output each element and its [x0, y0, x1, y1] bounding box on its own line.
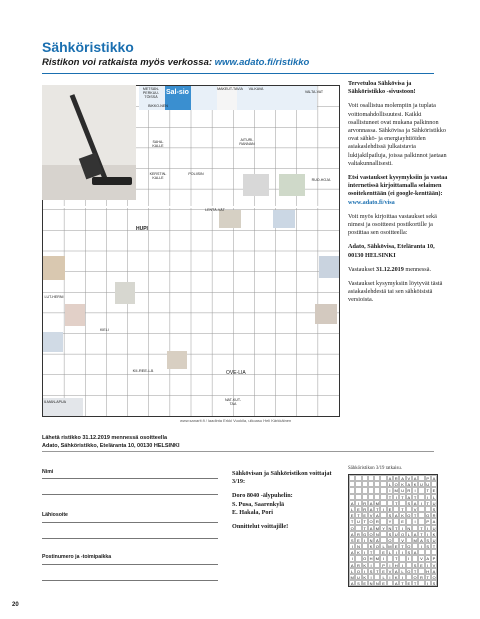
solution-cell: M [350, 575, 354, 580]
solution-grid [348, 474, 438, 587]
solution-cell: N [375, 581, 379, 587]
picture-cell [273, 210, 295, 228]
solution-cell: E [401, 519, 404, 525]
solution-cell: I [380, 506, 386, 512]
solution-cell: H [369, 556, 373, 562]
clue-text: KERSTIN-KALLE [149, 172, 167, 181]
solution-cell: T [420, 525, 423, 531]
picture-cell [115, 282, 135, 304]
solution-cell: R [407, 488, 411, 494]
solution-cell: L [387, 481, 393, 487]
solution-cell: T [395, 525, 398, 531]
solution-cell: U [419, 482, 423, 488]
solution-cell: I [349, 555, 355, 561]
solution-cell: I [399, 574, 405, 580]
solution-cell: A [432, 519, 436, 525]
picture-cell [319, 256, 339, 278]
solution-cell: A [432, 476, 436, 481]
solution-cell: A [350, 562, 354, 568]
solution-cell: R [363, 500, 367, 506]
solution-cell: O [369, 519, 373, 525]
solution-cell: A [413, 531, 417, 537]
address-field-line-2[interactable] [42, 538, 218, 539]
postal-address: Adato, Sähkövisa, Eteläranta 10, 00130 HELSINKI [348, 243, 435, 259]
solution-cell: I [349, 543, 355, 549]
solution-cell: U [432, 500, 436, 506]
subtitle-lead: Ristikon voi ratkaista myös verkossa: [42, 57, 215, 68]
solution-cell: V [420, 556, 423, 562]
solution-cell: A [350, 581, 354, 587]
solution-cell: S [432, 581, 436, 587]
solution-cell: T [413, 568, 417, 574]
solution-cell: O [407, 568, 411, 574]
solution-cell: S [388, 513, 392, 519]
winners-heading: Sähkövisan ja Sähköristikon voittajat 3/19: [232, 470, 332, 486]
section-divider [42, 451, 434, 452]
solution-cell: S [350, 537, 354, 543]
clue-text: POLIISIN [188, 172, 204, 176]
solution-cell: O [407, 544, 411, 550]
solution-cell: S [432, 506, 436, 512]
name-label: Nimi [42, 469, 54, 475]
solution-cell: P [432, 556, 436, 562]
solution-cell: T [401, 544, 404, 550]
deadline-date: 31.12.2019 [376, 265, 404, 273]
solution-cell: T [395, 500, 398, 506]
solution-cell: S [426, 537, 430, 543]
solution-cell: I [412, 487, 418, 493]
solution-cell: A [394, 513, 398, 519]
solution-cell: I [393, 549, 399, 555]
solution-cell: S [388, 531, 392, 537]
solution-cell: R [419, 575, 423, 580]
solution-cell: A [401, 476, 404, 481]
clue-text: BIKKO-NEN [148, 104, 168, 108]
solution-cell: O [413, 575, 417, 580]
solution-cell: U [357, 519, 360, 525]
solution-cell: L [380, 543, 386, 549]
clue-text: RUO-HOJA [311, 178, 331, 182]
postal-field-line-2[interactable] [42, 580, 218, 581]
solution-cell: I [393, 494, 399, 500]
solution-cell: U [432, 537, 436, 543]
page-subtitle [42, 57, 309, 68]
solution-cell: A [407, 482, 411, 488]
solution-cell: E [357, 506, 360, 512]
clue-text: MAKEUT-TAVIA [217, 87, 243, 91]
clue-cell [191, 86, 217, 110]
solution-cell: T [350, 519, 354, 525]
solution-cell: E [382, 581, 385, 587]
solution-cell: E [382, 550, 385, 556]
solution-cell: K [432, 531, 436, 537]
solution-cell: K [357, 550, 360, 556]
solution-cell: U [426, 482, 430, 488]
solution-cell: A [376, 513, 379, 519]
solution-cell: P [382, 562, 385, 568]
solution-cell: K [363, 562, 367, 568]
solution-cell: S [426, 544, 430, 550]
solution-cell: M [375, 556, 379, 562]
clue-text: LUT-HERNI [44, 295, 64, 299]
solution-cell: T [426, 488, 429, 494]
solution-cell: O [432, 575, 436, 580]
post-intro: Voit myös kirjoittaa vastaukset sekä nimesi ja osoitteesi postikortille ja postittaa sen osoitteella: [348, 212, 437, 237]
solution-cell: O [407, 513, 411, 519]
clue-text: KIELI [100, 328, 109, 332]
picture-cell [43, 332, 63, 352]
vacuum-cleaner-photo [42, 85, 136, 200]
solution-cell: N [407, 525, 411, 531]
solution-cell: A [369, 506, 373, 512]
solution-cell: K [401, 513, 404, 519]
solution-cell: S [369, 568, 373, 574]
subtitle-url[interactable]: www.adato.fi/ristikko [214, 57, 310, 68]
solution-cell: I [399, 549, 405, 555]
send-line-1: Lähetä ristikko 31.12.2019 mennessä osoitteella [42, 435, 168, 441]
clue-text: KII-REE-LÄ [132, 368, 154, 373]
solution-cell: E [382, 568, 385, 574]
page-number: 20 [12, 602, 19, 608]
solution-cell: K [394, 575, 398, 580]
solution-cell: K [401, 482, 404, 488]
prize-name: Doro 8040 -älypuhelin: [232, 492, 293, 500]
clue-text: SAHA-KALLE [152, 140, 164, 149]
solution-cell: A [413, 500, 417, 506]
solution-cell: I [362, 568, 368, 574]
solution-cell: S [407, 500, 411, 506]
solution-cell: I [418, 500, 424, 506]
solution-cell: N [369, 537, 373, 543]
clue-text: ILMAN-APUA [44, 400, 66, 404]
solution-cell: Ä [376, 537, 379, 543]
clue-text: METSÄN-PERKUU-TÖISSÄ [142, 87, 160, 100]
solution-cell: T [388, 494, 392, 500]
postal-label: Postinumero ja -toimipaikka [42, 554, 112, 560]
solution-cell: E [394, 544, 398, 550]
solution-cell: L [349, 568, 355, 574]
solution-cell: I [425, 494, 431, 500]
solution-cell: T [401, 581, 404, 587]
solution-cell: O [388, 537, 392, 543]
solution-cell: I [362, 537, 368, 543]
solution-cell: M [394, 488, 398, 494]
clue-salsio: Sal-sio [166, 89, 189, 96]
visa-instructions: Etsi vastaukset kysymyksiin ja vastaa internetissä kirjoittamalla selaimen osoitekenttään (ei google-kenttään): [348, 174, 448, 198]
solution-cell: E [357, 537, 360, 543]
solution-cell: V [401, 537, 404, 543]
solution-cell: I [406, 555, 412, 561]
solution-cell: T [401, 494, 404, 500]
solution-cell: R [432, 513, 436, 519]
solution-cell: N [369, 581, 373, 587]
solution-cell: E [388, 506, 392, 512]
picture-cell [279, 174, 305, 196]
solution-cell: I [362, 549, 368, 555]
solution-cell: R [363, 506, 367, 512]
solution-cell: I [425, 562, 431, 568]
solution-cell: A [350, 500, 354, 506]
solution-cell: E [407, 581, 411, 587]
solution-cell: T [413, 513, 417, 519]
solution-cell: E [363, 513, 367, 519]
picture-cell [65, 304, 85, 326]
winners-section [232, 470, 342, 537]
solution-cell: L [380, 574, 386, 580]
solution-cell: E [432, 488, 436, 494]
solution-cell: I [425, 580, 431, 586]
solution-cell: I [399, 562, 405, 568]
solution-cell: K [413, 482, 417, 488]
solution-cell: L [406, 531, 412, 537]
solution-cell: O [369, 531, 373, 537]
solution-cell: I [355, 500, 361, 506]
solution-cell: O [363, 556, 367, 562]
solution-cell: R [375, 519, 379, 525]
solution-cell: R [357, 531, 360, 537]
solution-cell: T [376, 568, 379, 574]
previous-solution [348, 466, 438, 587]
name-field-line-2[interactable] [42, 494, 218, 495]
solution-cell: S [413, 562, 417, 568]
solution-cell: T [426, 500, 429, 506]
send-line-2: Adato, Sähköristikko, Eteläranta 10, 00130 HELSINKI [42, 443, 180, 449]
solution-cell: T [357, 513, 360, 519]
solution-cell: I [380, 555, 386, 561]
solution-cell: A [432, 568, 436, 574]
solution-cell: A [413, 476, 417, 481]
solution-cell: V [432, 562, 436, 568]
solution-cell: O [400, 531, 405, 537]
solution-cell: K [363, 575, 367, 580]
picture-cell [167, 351, 187, 369]
solution-cell: A [407, 494, 411, 500]
solution-cell: T [432, 544, 436, 550]
solution-cell: T [426, 575, 429, 580]
solution-cell: Y [382, 525, 385, 531]
solution-cell: U [432, 525, 436, 531]
solution-cell: S [407, 550, 411, 556]
solution-cell: P [426, 519, 430, 525]
solution-cell: O [375, 544, 379, 550]
solution-cell: U [401, 488, 404, 494]
solution-cell: A [350, 531, 354, 537]
clue-text: NAT-KUT-TAA [224, 398, 242, 407]
solution-cell: A [350, 550, 354, 556]
solution-cell: I [425, 531, 431, 537]
solution-cell: A [369, 500, 373, 506]
solution-cell: T [363, 519, 366, 525]
picture-cell [315, 304, 337, 324]
solution-cell: U [394, 531, 398, 537]
solution-cell: K [369, 544, 373, 550]
solution-cell: T [401, 506, 404, 512]
winner-2: E. Hakala, Pori [232, 508, 273, 516]
solution-cell: M [375, 525, 379, 531]
solution-cell: A [413, 550, 417, 556]
address-label: Lähiosoite [42, 512, 68, 518]
solution-cell: A [388, 476, 392, 481]
solution-cell: P [426, 476, 430, 481]
solution-cell: A [420, 537, 423, 543]
solution-cell: T [395, 556, 398, 562]
solution-cell: O [356, 568, 360, 574]
picture-cell [219, 210, 241, 228]
clue-text: VALTA-VAT [304, 90, 324, 94]
clue-text: AITURI-RANNAN [239, 138, 255, 147]
solution-cell: H [426, 568, 430, 574]
solution-cell: H [394, 562, 398, 568]
solution-cell: V [369, 513, 373, 519]
picture-cell [243, 174, 269, 196]
solution-cell: V [407, 476, 411, 481]
solution-cell: L [349, 506, 355, 512]
winner-1: S. Pusa, Saarenkylä [232, 500, 285, 508]
deadline-pre: Vastaukset [348, 265, 377, 273]
solution-cell: A [369, 525, 373, 531]
solution-cell: R [394, 476, 398, 481]
solution-cell: L [399, 568, 405, 574]
solution-cell: M [388, 544, 392, 550]
name-field[interactable] [42, 478, 218, 479]
info-column [348, 80, 448, 311]
solution-cell: I [387, 574, 393, 580]
solution-cell: I [425, 525, 431, 531]
solution-cell: I [387, 487, 393, 493]
solution-cell: V [413, 506, 417, 512]
solution-cell: O [426, 513, 430, 519]
solution-cell: R [357, 562, 360, 568]
solution-cell: E [363, 581, 367, 587]
answers-note: Vastaukset kysymyksiin löytyvät tästä asiakaslehdestä tai sen sähköisistä versioista. [348, 280, 443, 304]
solution-cell: T [413, 581, 417, 587]
intro-heading: Tervetuloa Sähkövisa ja Sähköristikko -sivustoon! [348, 80, 416, 96]
header-divider [42, 73, 434, 74]
page-title: Sähköristikko [42, 39, 134, 55]
postal-field[interactable] [42, 564, 218, 565]
solution-cell: O [394, 482, 398, 488]
solution-cell: T [369, 550, 373, 556]
solution-cell: E [420, 562, 423, 568]
solution-title: Sähköristikon 3/19 ratkaisu. [348, 466, 402, 471]
solution-cell: G [363, 531, 367, 537]
solution-cell: L [387, 549, 393, 555]
solution-cell: O [350, 525, 354, 531]
address-field[interactable] [42, 522, 218, 523]
solution-cell: L [431, 494, 437, 500]
solution-cell: V [388, 568, 392, 574]
clue-text: HUPI [136, 226, 148, 232]
solution-cell: T [363, 525, 366, 531]
solution-cell: M [375, 500, 379, 506]
clue-text: OVE-LIA [226, 370, 246, 376]
crossword-credit: www.sanarit.fi / laadinta Erkki Vuokila, ulkoasu Heli Kärkkäinen [180, 418, 292, 423]
solution-cell: N [357, 544, 360, 550]
solution-cell: I [412, 518, 418, 524]
clue-text: LENTÄ-VÄT [205, 208, 225, 212]
solution-cell: I [368, 574, 374, 580]
send-instructions [42, 434, 180, 450]
solution-cell: A [394, 581, 398, 587]
vacuum-illustration [42, 85, 136, 200]
solution-cell: M [413, 537, 417, 543]
solution-cell: T [420, 531, 423, 537]
solution-cell: E [350, 513, 354, 519]
solution-cell: I [368, 562, 374, 568]
solution-cell: A [426, 556, 430, 562]
solution-cell: N [388, 525, 392, 531]
intro-text: Voit osallistua molempiin ja tuplata voittomahdollisuutesi. Kaikki osallistuneet ovat mukana palkinnon arvonnassa. Sähkövisa ja Sähköristikko ovat sähkö- ja energiayhtiöiden asiakaslehdissä julkaistavia lukijakilpailuja, joissa palkinnot jaetaan valtakunnallisesti. [348, 102, 447, 167]
solution-cell: T [376, 506, 379, 512]
solution-cell: N [375, 531, 379, 537]
visa-url[interactable]: www.adato.fi/visa [348, 198, 395, 206]
solution-cell: T [413, 494, 417, 500]
clue-text: VA-KAVA [248, 87, 264, 91]
deadline-post: mennessä. [403, 265, 432, 273]
congrats-text: Onnittelut voittajille! [232, 523, 289, 531]
solution-cell: S [357, 581, 360, 587]
solution-cell: I [387, 562, 393, 568]
solution-cell: Y [388, 519, 392, 525]
solution-cell: I [418, 543, 424, 549]
solution-cell: U [357, 575, 360, 580]
solution-cell: A [394, 568, 398, 574]
solution-cell: I [399, 525, 405, 531]
picture-cell [43, 256, 65, 280]
